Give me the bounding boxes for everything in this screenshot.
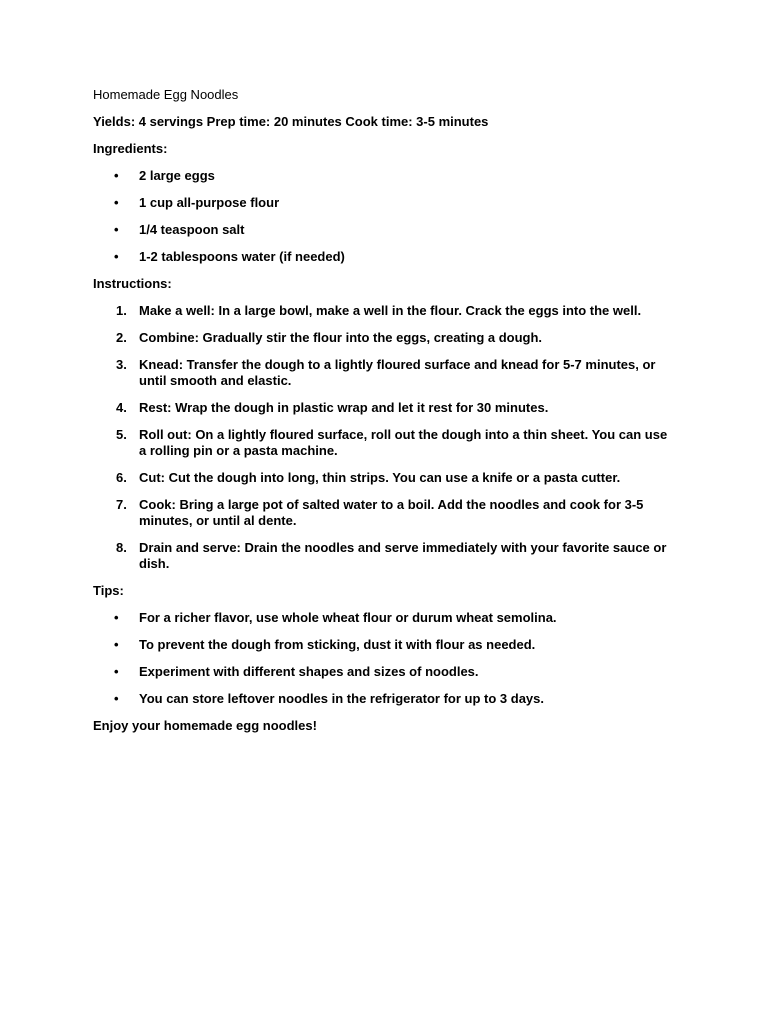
bullet-icon: • — [114, 664, 119, 679]
step-number: 7. — [116, 497, 127, 512]
step-text: Rest: Wrap the dough in plastic wrap and let it rest for 30 minutes. — [139, 400, 549, 415]
closing-line: Enjoy your homemade egg noodles! — [93, 718, 317, 733]
list-item — [93, 330, 678, 346]
list-item — [93, 249, 678, 265]
tip-text: Experiment with different shapes and sizes of noodles. — [139, 664, 479, 679]
instructions-list — [93, 303, 678, 572]
step-text: Knead: Transfer the dough to a lightly floured surface and knead for 5-7 minutes, or until smooth and elastic. — [139, 357, 656, 388]
tip-text: To prevent the dough from sticking, dust it with flour as needed. — [139, 637, 536, 652]
step-text: Roll out: On a lightly floured surface, roll out the dough into a thin sheet. You can use a rolling pin or a pasta machine. — [139, 427, 668, 458]
step-number: 4. — [116, 400, 127, 415]
list-item — [93, 664, 678, 680]
bullet-icon: • — [114, 195, 119, 210]
step-text: Cook: Bring a large pot of salted water to a boil. Add the noodles and cook for 3-5 minutes, or until al dente. — [139, 497, 644, 528]
step-text: Combine: Gradually stir the flour into the eggs, creating a dough. — [139, 330, 543, 345]
list-item — [93, 222, 678, 238]
list-item — [93, 400, 678, 416]
bullet-icon: • — [114, 168, 119, 183]
step-text: Make a well: In a large bowl, make a well in the flour. Crack the eggs into the well. — [139, 303, 642, 318]
list-item — [93, 427, 678, 459]
list-item — [93, 195, 678, 211]
ingredients-heading: Ingredients: — [93, 141, 168, 156]
list-item — [93, 637, 678, 653]
list-item — [93, 357, 678, 389]
step-number: 3. — [116, 357, 127, 372]
list-item — [93, 470, 678, 486]
yields-line: Yields: 4 servings Prep time: 20 minutes Cook time: 3-5 minutes — [93, 114, 489, 129]
bullet-icon: • — [114, 249, 119, 264]
step-number: 2. — [116, 330, 127, 345]
ingredient-text: 1/4 teaspoon salt — [139, 222, 245, 237]
list-item — [93, 168, 678, 184]
bullet-icon: • — [114, 637, 119, 652]
step-text: Drain and serve: Drain the noodles and serve immediately with your favorite sauce or dish. — [139, 540, 667, 571]
tips-list — [93, 610, 678, 707]
list-item — [93, 691, 678, 707]
tip-text: For a richer flavor, use whole wheat flour or durum wheat semolina. — [139, 610, 557, 625]
tip-text: You can store leftover noodles in the refrigerator for up to 3 days. — [139, 691, 544, 706]
tips-heading: Tips: — [93, 583, 124, 598]
step-number: 8. — [116, 540, 127, 555]
list-item — [93, 303, 678, 319]
bullet-icon: • — [114, 610, 119, 625]
list-item — [93, 610, 678, 626]
step-text: Cut: Cut the dough into long, thin strips. You can use a knife or a pasta cutter. — [139, 470, 621, 485]
ingredient-text: 2 large eggs — [139, 168, 215, 183]
step-number: 6. — [116, 470, 127, 485]
step-number: 5. — [116, 427, 127, 442]
list-item — [93, 497, 678, 529]
step-number: 1. — [116, 303, 127, 318]
ingredient-text: 1-2 tablespoons water (if needed) — [139, 249, 345, 264]
ingredient-text: 1 cup all-purpose flour — [139, 195, 280, 210]
instructions-heading: Instructions: — [93, 276, 172, 291]
bullet-icon: • — [114, 691, 119, 706]
ingredients-list — [93, 168, 678, 265]
list-item — [93, 540, 678, 572]
bullet-icon: • — [114, 222, 119, 237]
document-title: Homemade Egg Noodles — [93, 87, 239, 102]
